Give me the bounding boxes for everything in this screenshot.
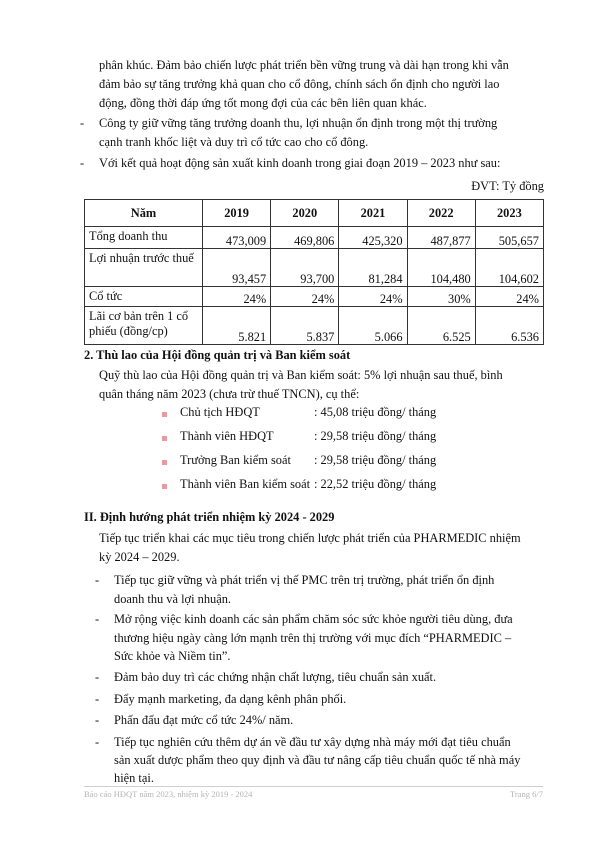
section2-para-line-2: quân tháng năm 2023 (chưa trừ thuế TNCN), cụ thể: [99,387,360,401]
table-cell: 5.066 [339,307,407,345]
table-cell: 5.821 [203,307,271,345]
table-row-label: Cổ tức [85,287,203,307]
bullet-square-icon [162,460,167,465]
intro-bullet1-line-2: cạnh tranh khốc liệt và duy trì cổ tức cao cho cổ đông. [99,135,369,149]
table-cell: 505,657 [475,227,543,249]
section3-para-line-1: Tiếp tục triển khai các mục tiêu trong chiến lược phát triển của PHARMEDIC nhiệm [99,531,521,545]
plan-item-line: sản xuất dược phẩm theo quy định và đầu tư nâng cấp tiêu chuẩn quốc tế nhà máy [114,753,521,767]
table-cell: 487,877 [407,227,475,249]
bullet-square-icon [162,436,167,441]
table-row-label: Lợi nhuận trước thuế [85,249,203,287]
bullet-square-icon [162,484,167,489]
table-cell: 24% [271,287,339,307]
intro-bullet1-line-1: Công ty giữ vững tăng trưởng doanh thu, lợi nhuận ổn định trong một thị trường [99,116,498,130]
table-cell: 24% [475,287,543,307]
bullet-dash: - [95,670,100,684]
plan-item-line: Tiếp tục nghiên cứu thêm dự án về đầu tư xây dựng nhà máy mới đạt tiêu chuẩn [114,735,511,749]
plan-item-line: Tiếp tục giữ vững và phát triển vị thế PMC trên trị trường, phát triển ổn định [114,573,495,587]
section3-para-line-2: kỳ 2024 – 2029. [99,550,180,564]
plan-item-line: thương hiệu ngày càng lớn mạnh trên thị trường với mục đích “PHARMEDIC – [114,631,512,645]
results-table [84,199,544,345]
table-header-cell: 2020 [271,200,339,227]
section-heading: II. Định hướng phát triển nhiệm kỳ 2024 - 2029 [84,510,335,524]
table-cell: 24% [339,287,407,307]
intro-bullet2: Với kết quả hoạt động sản xuất kinh doanh trong giai đoạn 2019 – 2023 như sau: [99,156,501,170]
remuneration-amount: : 29,58 triệu đồng/ tháng [314,429,437,443]
remuneration-amount: : 29,58 triệu đồng/ tháng [314,453,437,467]
table-cell: 24% [203,287,271,307]
table-cell: 6.525 [407,307,475,345]
footer-divider [84,786,543,787]
plan-item-line: Phấn đấu đạt mức cổ tức 24%/ năm. [114,713,294,727]
table-header-cell: 2019 [203,200,271,227]
table-row [85,307,544,345]
bullet-dash: - [80,156,85,170]
plan-item-line: hiện tại. [114,771,154,785]
table-header-cell: 2023 [475,200,543,227]
table-row [85,287,544,307]
section2-para-line-1: Quỹ thù lao của Hội đồng quản trị và Ban kiểm soát: 5% lợi nhuận sau thuế, bình [99,368,503,382]
table-cell: 81,284 [339,249,407,287]
footer-title: Báo cáo HĐQT năm 2023, nhiệm kỳ 2019 - 2024 [84,789,253,799]
table-row [85,249,544,287]
table-row-label: Tổng doanh thu [85,227,203,249]
bullet-dash: - [95,735,100,749]
remuneration-amount: : 22,52 triệu đồng/ tháng [314,477,437,491]
remuneration-amount: : 45,08 triệu đồng/ tháng [314,405,437,419]
intro-line-1: phân khúc. Đảm bảo chiến lược phát triển bền vững trung và dài hạn trong khi vẫn [99,58,509,72]
remuneration-role: Trưởng Ban kiểm soát [180,453,291,467]
intro-line-2: đảm bảo sự tăng trưởng khả quan cho cổ đông, chính sách ổn định cho người lao [99,77,500,91]
table-cell: 93,457 [203,249,271,287]
table-header-cell: Năm [85,200,203,227]
bullet-dash: - [95,612,100,626]
bullet-dash: - [80,116,85,130]
remuneration-role: Thành viên Ban kiểm soát [180,477,311,491]
plan-item-line: doanh thu và lợi nhuận. [114,592,232,606]
table-header-cell: 2022 [407,200,475,227]
intro-line-3: động, đồng thời đáp ứng tốt mong đợi của các bên liên quan khác. [99,96,427,110]
table-cell: 104,602 [475,249,543,287]
bullet-dash: - [95,573,100,587]
table-cell: 425,320 [339,227,407,249]
plan-item-line: Mở rộng việc kinh doanh các sản phẩm chăm sóc sức khỏe người tiêu dùng, đưa [114,612,513,626]
table-cell: 6.536 [475,307,543,345]
table-header-row [85,200,544,227]
section-heading: 2. Thù lao của Hội đồng quản trị và Ban kiểm soát [84,348,351,362]
table-cell: 93,700 [271,249,339,287]
table-header-cell: 2021 [339,200,407,227]
table-cell: 104,480 [407,249,475,287]
plan-item-line: Đảm bảo duy trì các chứng nhận chất lượng, tiêu chuẩn sản xuất. [114,670,437,684]
bullet-square-icon [162,412,167,417]
table-cell: 469,806 [271,227,339,249]
table-unit: ĐVT: Tỷ đồng [471,179,544,193]
plan-item-line: Sức khỏe và Niềm tin”. [114,649,231,663]
table-cell: 30% [407,287,475,307]
remuneration-role: Chủ tịch HĐQT [180,405,260,419]
plan-item-line: Đẩy mạnh marketing, đa dạng kênh phân phối. [114,692,347,706]
remuneration-role: Thành viên HĐQT [180,429,274,443]
bullet-dash: - [95,713,100,727]
page-number: Trang 6/7 [510,789,543,799]
table-row [85,227,544,249]
bullet-dash: - [95,692,100,706]
table-row-label: Lãi cơ bản trên 1 cổ phiếu (đồng/cp) [85,307,203,345]
table-cell: 5.837 [271,307,339,345]
table-cell: 473,009 [203,227,271,249]
